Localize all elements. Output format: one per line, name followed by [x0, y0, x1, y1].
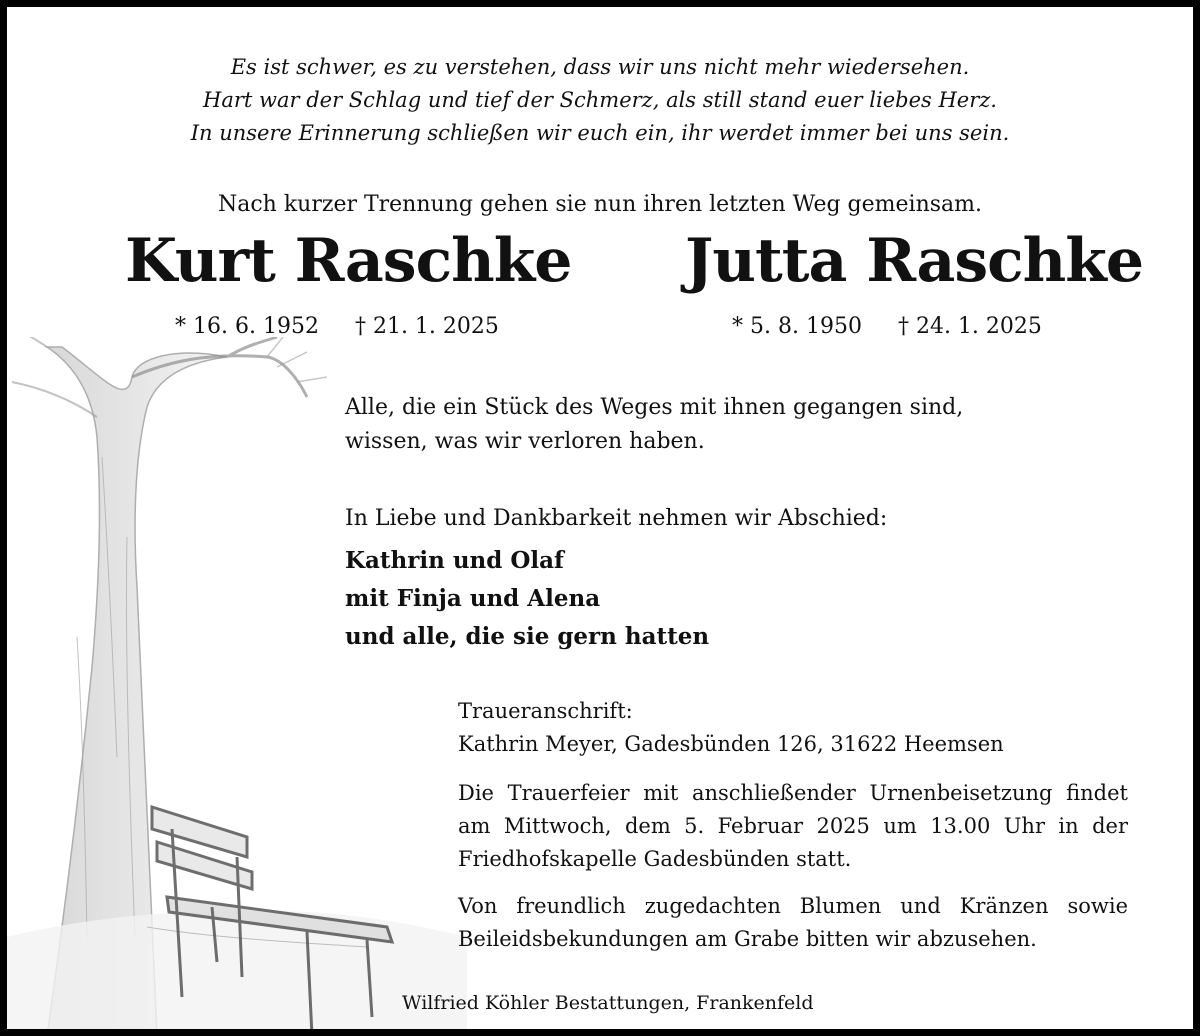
walk-line: wissen, was wir verloren haben. — [345, 429, 705, 454]
mourners-list — [345, 542, 709, 656]
mourning-address — [458, 695, 1004, 761]
deceased-name-kurt: Kurt Raschke — [125, 226, 572, 296]
poem-line: In unsere Erinnerung schließen wir euch ein, ihr werdet immer bei uns sein. — [190, 121, 1010, 145]
dates-jutta — [732, 314, 1078, 339]
intro-text: Nach kurzer Trennung gehen sie nun ihren letzten Weg gemeinsam. — [217, 192, 983, 217]
farewell-text: In Liebe und Dankbarkeit nehmen wir Abschied: — [345, 506, 888, 531]
death-date: † 24. 1. 2025 — [897, 314, 1042, 339]
poem-line: Es ist schwer, es zu verstehen, dass wir uns nicht mehr wiedersehen. — [230, 55, 970, 79]
deceased-name-jutta: Jutta Raschke — [685, 226, 1144, 296]
mourner-line: Kathrin und Olaf — [345, 547, 564, 574]
mourner-line: und alle, die sie gern hatten — [345, 623, 710, 650]
death-date: † 21. 1. 2025 — [354, 314, 499, 339]
poem — [7, 51, 1193, 150]
poem-line: Hart war der Schlag und tief der Schmerz, als still stand euer liebes Herz. — [203, 88, 997, 112]
undertaker-credit: Wilfried Köhler Bestattungen, Frankenfeld — [402, 992, 814, 1014]
dates-kurt — [175, 314, 535, 339]
address-value: Kathrin Meyer, Gadesbünden 126, 31622 Heemsen — [458, 732, 1004, 756]
walk-line: Alle, die ein Stück des Weges mit ihnen gegangen sind, — [345, 395, 964, 420]
service-info: Die Trauerfeier mit anschließender Urnenbeisetzung findet am Mittwoch, dem 5. Februar 2025 um 13.00 Uhr in der Friedhofskapelle Gadesbünden statt. — [458, 781, 1128, 871]
birth-date: * 16. 6. 1952 — [175, 314, 319, 339]
flowers-note: Von freundlich zugedachten Blumen und Kränzen sowie Beileidsbekundungen am Grabe bitten wir abzusehen. — [458, 894, 1128, 951]
walk-text — [345, 391, 963, 459]
mourner-line: mit Finja und Alena — [345, 585, 601, 612]
address-label: Traueranschrift: — [458, 699, 633, 723]
birth-date: * 5. 8. 1950 — [732, 314, 862, 339]
